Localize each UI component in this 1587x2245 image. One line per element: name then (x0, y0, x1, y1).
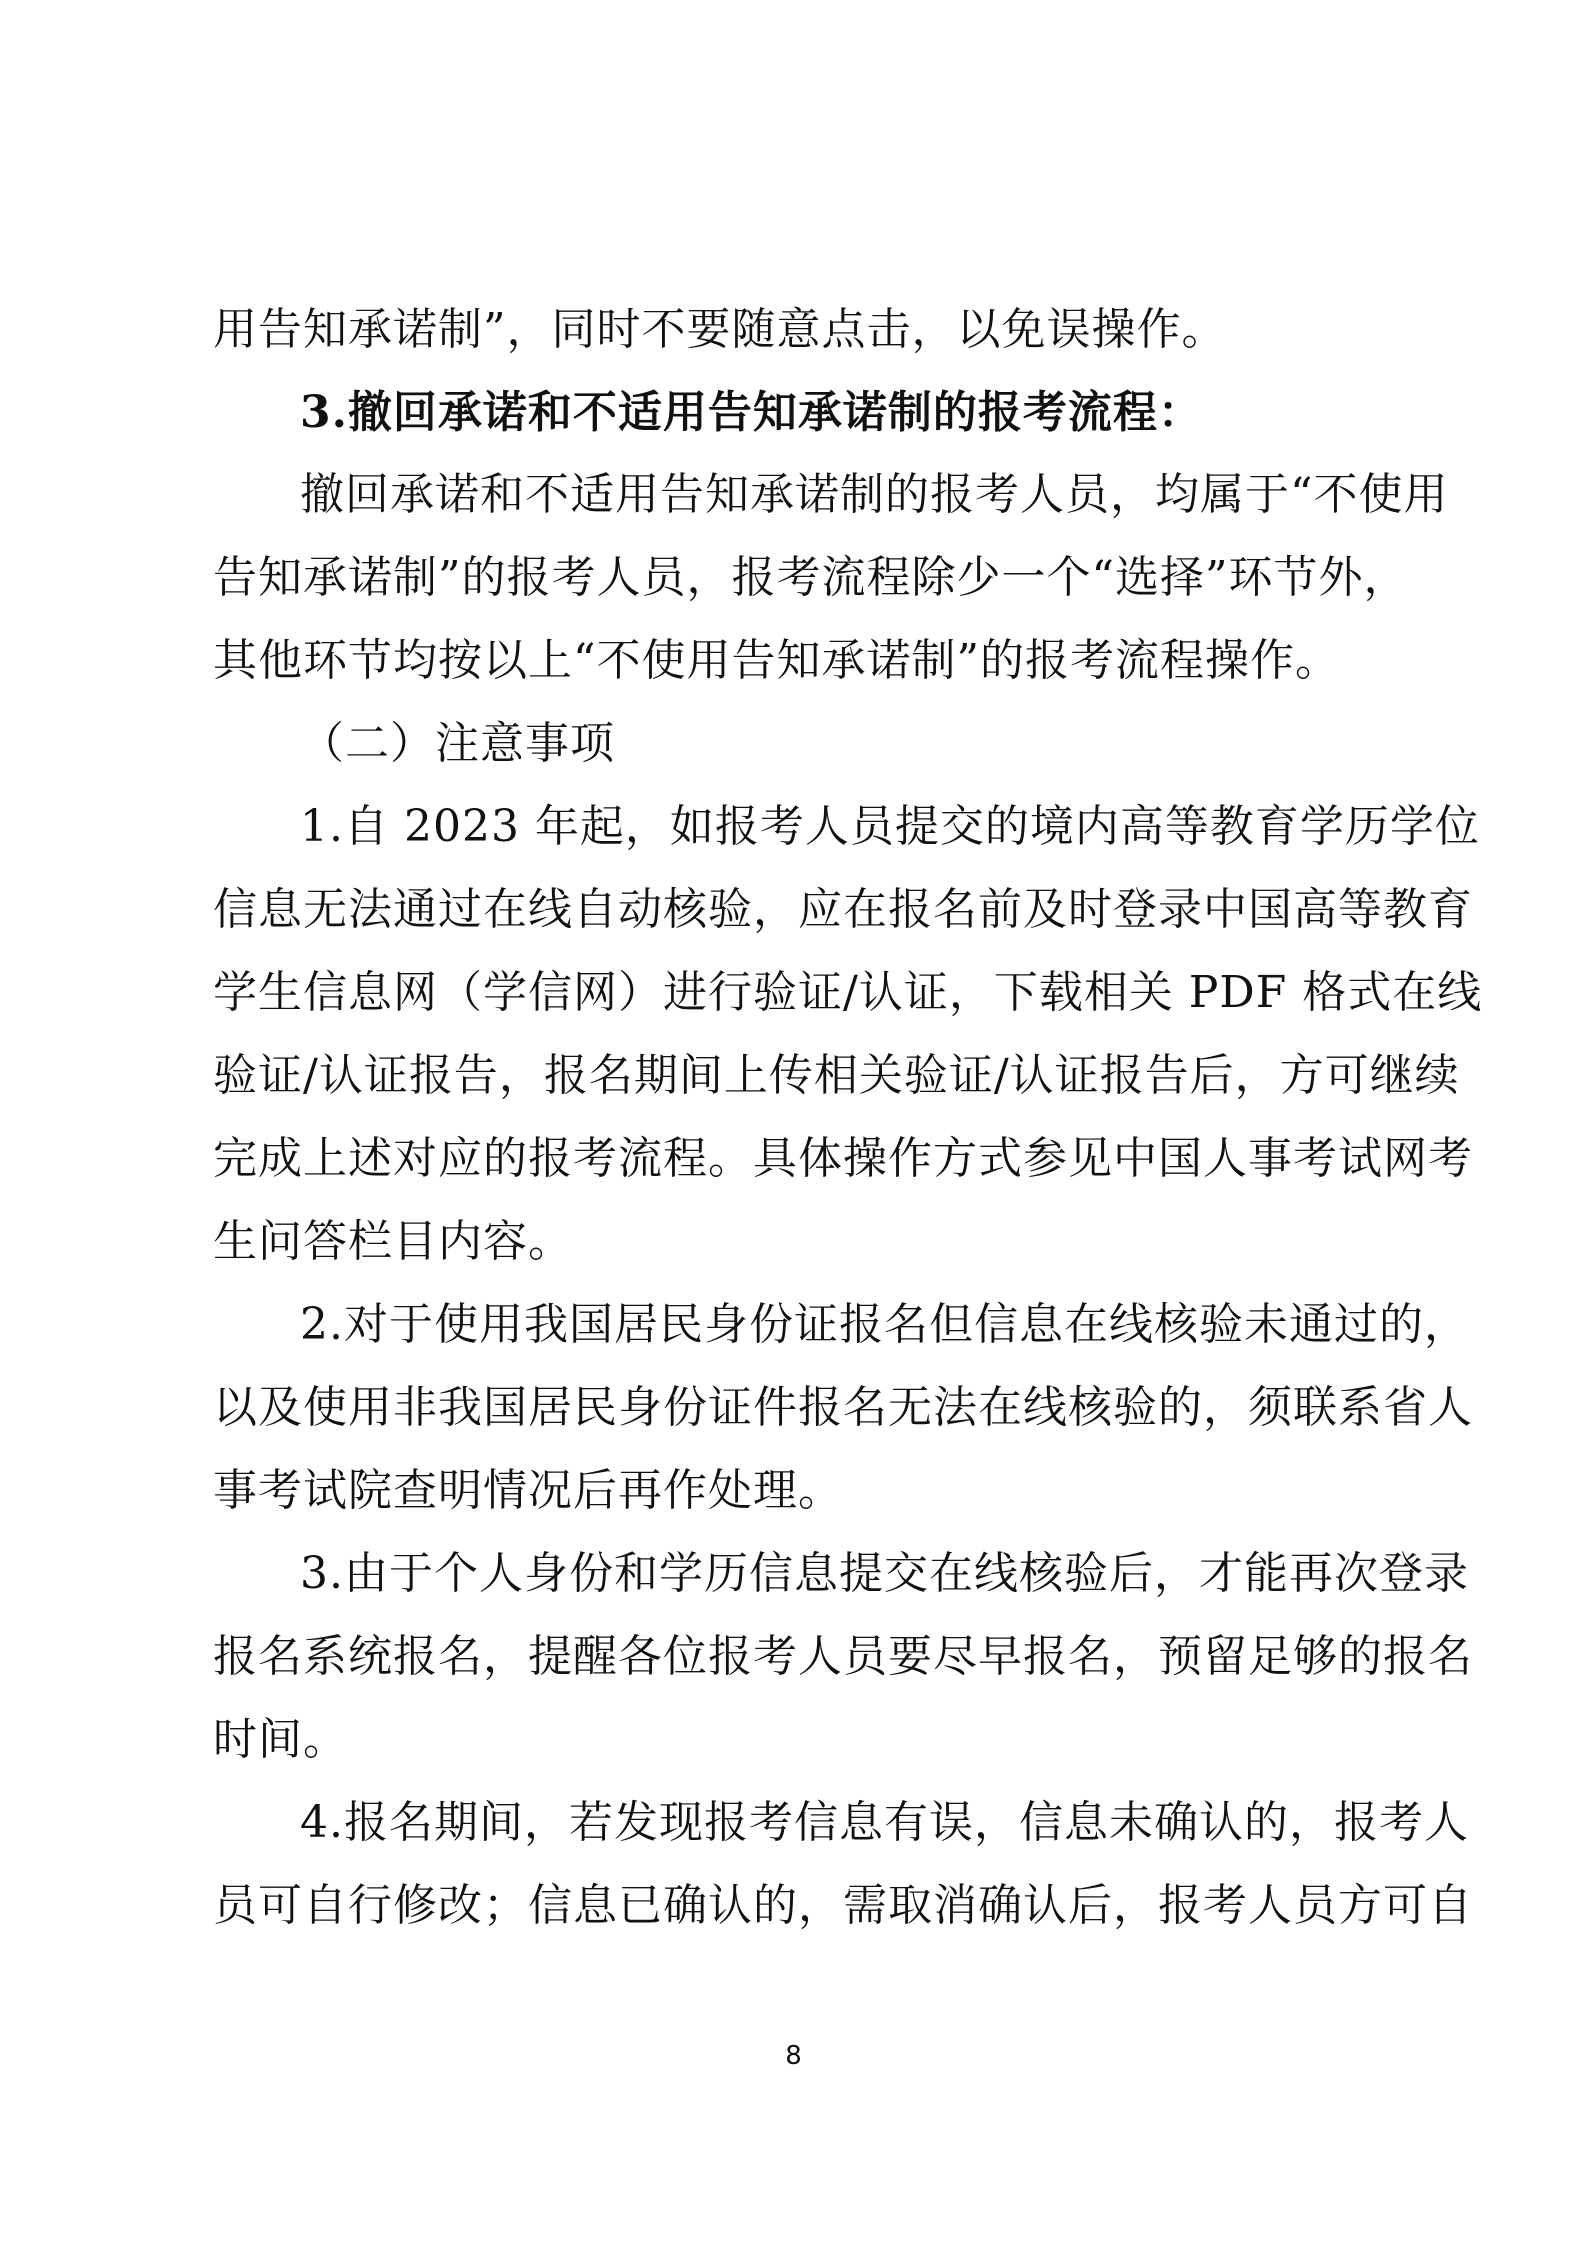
page-number: 8 (785, 2041, 802, 2071)
paragraph-line: 信息无法通过在线自动核验，应在报名前及时登录中国高等教育 (213, 884, 1473, 935)
paragraph-line: 完成上述对应的报考流程。具体操作方式参见中国人事考试网考 (213, 1133, 1473, 1184)
paragraph-line: 用告知承诺制”，同时不要随意点击，以免误操作。 (213, 304, 1227, 355)
paragraph-line: 报名系统报名，提醒各位报考人员要尽早报名，预留足够的报名 (213, 1631, 1473, 1682)
paragraph-line: 事考试院查明情况后再作处理。 (213, 1465, 843, 1516)
paragraph-line: 生问答栏目内容。 (213, 1216, 573, 1267)
paragraph-line: 以及使用非我国居民身份证件报名无法在线核验的，须联系省人 (213, 1382, 1473, 1433)
paragraph-line: 学生信息网（学信网）进行验证/认证，下载相关 PDF 格式在线 (213, 967, 1483, 1018)
paragraph-line: 2.对于使用我国居民身份证报名但信息在线核验未通过的， (300, 1299, 1469, 1350)
paragraph-line: 3.由于个人身份和学历信息提交在线核验后，才能再次登录 (300, 1548, 1469, 1599)
section-heading: （二）注意事项 (300, 718, 615, 769)
section-heading: 3.撤回承诺和不适用告知承诺制的报考流程： (300, 387, 1203, 438)
paragraph-line: 时间。 (213, 1714, 348, 1765)
paragraph-line: 告知承诺制”的报考人员，报考流程除少一个“选择”环节外， (213, 552, 1409, 603)
paragraph-line: 撤回承诺和不适用告知承诺制的报考人员，均属于“不使用 (300, 469, 1449, 520)
paragraph-line: 验证/认证报告，报名期间上传相关验证/认证报告后，方可继续 (213, 1050, 1460, 1101)
paragraph-line: 其他环节均按以上“不使用告知承诺制”的报考流程操作。 (213, 635, 1340, 686)
paragraph-line: 1.自 2023 年起，如报考人员提交的境内高等教育学历学位 (300, 801, 1480, 852)
paragraph-line: 员可自行修改；信息已确认的，需取消确认后，报考人员方可自 (213, 1880, 1473, 1931)
paragraph-line: 4.报名期间，若发现报考信息有误，信息未确认的，报考人 (300, 1797, 1469, 1848)
